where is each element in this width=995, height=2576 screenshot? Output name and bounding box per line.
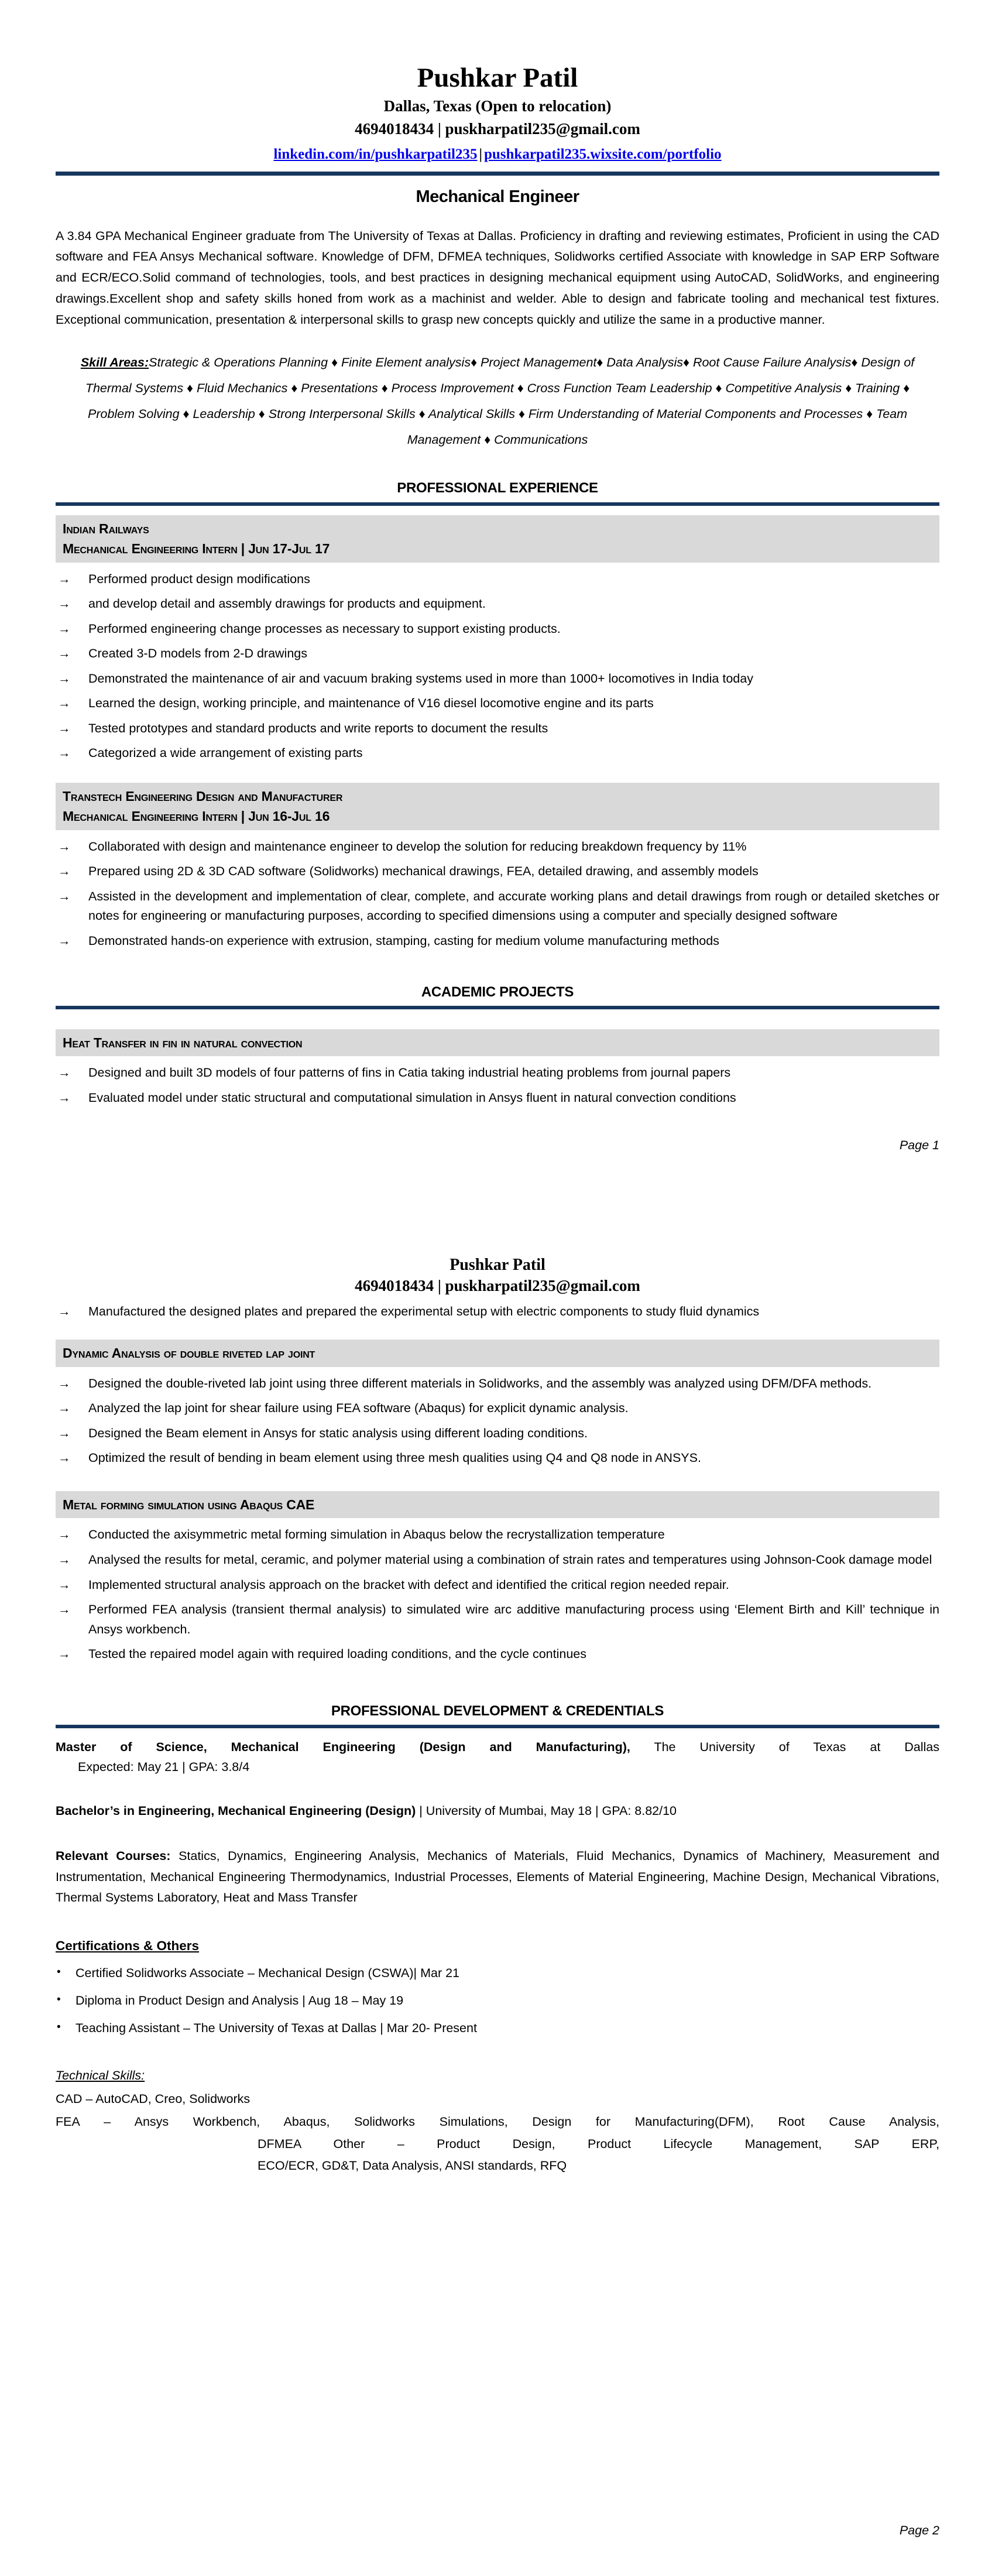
page2-footer: Page 2 — [899, 2523, 939, 2538]
bachelors-degree-detail: | University of Mumbai, May 18 | GPA: 8.82/10 — [419, 1804, 677, 1818]
arrow-bullet-icon: → — [58, 1527, 71, 1542]
project1-bullets — [56, 1063, 939, 1113]
job1-role-dates: Mechanical Engineering Intern | Jun 17-Jul 17 — [63, 541, 330, 557]
arrow-bullet-icon: → — [58, 646, 71, 661]
arrow-bullet-icon: → — [58, 1647, 71, 1662]
dot-bullet-icon: • — [57, 1993, 61, 2006]
arrow-bullet-icon: → — [58, 1304, 71, 1318]
arrow-bullet-icon: → — [58, 889, 71, 903]
arrow-bullet-icon: → — [58, 1602, 71, 1617]
arrow-bullet-icon: → — [58, 1401, 71, 1416]
project2-title: Dynamic Analysis of double riveted lap joint — [63, 1345, 315, 1361]
projects-heading-rule — [56, 1006, 939, 1009]
header-divider-rule — [56, 172, 939, 176]
carryover-bullets — [56, 1302, 939, 1327]
skill-areas-label: Skill Areas: — [80, 355, 149, 369]
technical-skills-fea-line3: ECO/ECR, GD&T, Data Analysis, ANSI standards, RFQ — [258, 2159, 567, 2173]
contact-line: 4694018434 | puskharpatil235@gmail.com — [355, 119, 640, 138]
relevant-courses-text: Statics, Dynamics, Engineering Analysis, Mechanics of Materials, Fluid Mechanics, Dynamics of Machinery, Measurement and Instrumentation, Mechanical Engineering Thermodynamics, Industrial Processes, Elements of Material Engineering, Machine Design, Mechanical Vibrations, Thermal Systems Laboratory, Heat and Mass Transfer — [56, 1848, 939, 1905]
bachelors-degree-title: Bachelor’s in Engineering, Mechanical Engineering (Design) — [56, 1804, 416, 1818]
list-item: → Learned the design, working principle, and maintenance of V16 diesel locomotive engine and its parts — [56, 694, 939, 714]
list-item: → Designed the double-riveted lab joint using three different materials in Solidworks, and the assembly was analyzed using DFM/DFA methods. — [56, 1374, 939, 1394]
masters-degree-title: Master of Science, Mechanical Engineering (Design and Manufacturing), — [56, 1740, 630, 1755]
link-separator: | — [479, 146, 482, 163]
section-heading-experience: PROFESSIONAL EXPERIENCE — [397, 480, 598, 496]
list-item: → Created 3-D models from 2-D drawings — [56, 644, 939, 664]
arrow-bullet-icon: → — [58, 1091, 71, 1105]
credentials-heading-rule — [56, 1725, 939, 1728]
arrow-bullet-icon: → — [58, 1577, 71, 1592]
list-item: → Assisted in the development and implementation of clear, complete, and accurate working plans and detail drawings from rough or detailed sketches or notes for engineering or manufacturing purposes, according to specified dimensions using a computer and specially designed software — [56, 887, 939, 926]
project2-bullets — [56, 1374, 939, 1474]
project1-title: Heat Transfer in fin in natural convection — [63, 1034, 303, 1050]
location-line: Dallas, Texas (Open to relocation) — [383, 97, 612, 115]
section-heading-projects: ACADEMIC PROJECTS — [421, 984, 574, 1000]
technical-skills-fea-line2: DFMEA Other – Product Design, Product Lifecycle Management, SAP ERP, — [258, 2136, 939, 2151]
list-item: → Evaluated model under static structural and computational simulation in Ansys fluent in natural convection conditions — [56, 1088, 939, 1108]
list-item: → Categorized a wide arrangement of existing parts — [56, 744, 939, 763]
arrow-bullet-icon: → — [58, 864, 71, 879]
list-item: → Demonstrated the maintenance of air and vacuum braking systems used in more than 1000+ locomotives in India today — [56, 669, 939, 689]
section-heading-credentials: PROFESSIONAL DEVELOPMENT & CREDENTIALS — [331, 1703, 664, 1719]
project3-bullets — [56, 1525, 939, 1669]
job1-header-block — [56, 515, 939, 563]
list-item: → Demonstrated hands-on experience with extrusion, stamping, casting for medium volume manufacturing methods — [56, 931, 939, 951]
certifications-heading: Certifications & Others — [56, 1938, 200, 1954]
list-item: → Designed and built 3D models of four patterns of fins in Catia taking industrial heating problems from journal papers — [56, 1063, 939, 1083]
arrow-bullet-icon: → — [58, 696, 71, 711]
page1-header — [56, 61, 939, 166]
list-item: → Optimized the result of bending in beam element using three mesh qualities using Q4 and Q8 node in ANSYS. — [56, 1448, 939, 1468]
relevant-courses — [56, 1846, 939, 1909]
technical-skills-cad: CAD – AutoCAD, Creo, Solidworks — [56, 2091, 251, 2106]
list-item: → Conducted the axisymmetric metal forming simulation in Abaqus below the recrystallization temperature — [56, 1525, 939, 1545]
masters-degree-line — [56, 1738, 939, 1758]
arrow-bullet-icon: → — [58, 671, 71, 686]
arrow-bullet-icon: → — [58, 571, 71, 586]
technical-skills-fea-line1: FEA – Ansys Workbench, Abaqus, Solidworks Simulations, Design for Manufacturing(DFM), Root Cause Analysis, — [56, 2115, 939, 2129]
job1-bullets — [56, 570, 939, 769]
project1-title-block — [56, 1029, 939, 1057]
arrow-bullet-icon: → — [58, 1376, 71, 1390]
list-item: • Certified Solidworks Associate – Mechanical Design (CSWA)| Mar 21 — [56, 1964, 939, 1984]
candidate-name-page2: Pushkar Patil — [450, 1256, 545, 1275]
document-title: Mechanical Engineer — [416, 187, 579, 207]
technical-skills-heading: Technical Skills: — [56, 2068, 145, 2083]
masters-degree-detail: Expected: May 21 | GPA: 3.8/4 — [78, 1759, 250, 1774]
list-item: → Analyzed the lap joint for shear failure using FEA software (Abaqus) for explicit dynamic analysis. — [56, 1399, 939, 1419]
portfolio-link[interactable]: pushkarpatil235.wixsite.com/portfolio — [483, 146, 722, 163]
list-item: → Implemented structural analysis approach on the bracket with defect and identified the critical region needed repair. — [56, 1575, 939, 1595]
page2-header — [56, 1255, 939, 1296]
arrow-bullet-icon: → — [58, 1451, 71, 1465]
list-item: → Collaborated with design and maintenance engineer to develop the solution for reducing breakdown frequency by 11% — [56, 837, 939, 857]
masters-degree-school: The University of Texas at Dallas — [654, 1740, 939, 1755]
dot-bullet-icon: • — [57, 1966, 61, 1979]
project3-title-block — [56, 1491, 939, 1519]
arrow-bullet-icon: → — [58, 721, 71, 735]
list-item: → Performed engineering change processes as necessary to support existing products. — [56, 619, 939, 639]
bachelors-degree-line — [56, 1801, 939, 1821]
arrow-bullet-icon: → — [58, 746, 71, 761]
list-item: → Manufactured the designed plates and prepared the experimental setup with electric components to study fluid dynamics — [56, 1302, 939, 1322]
job2-role-dates: Mechanical Engineering Intern | Jun 16-Jul 16 — [63, 809, 330, 824]
arrow-bullet-icon: → — [58, 839, 71, 854]
list-item: → Tested the repaired model again with required loading conditions, and the cycle continues — [56, 1645, 939, 1664]
skill-areas — [73, 350, 922, 453]
candidate-name: Pushkar Patil — [417, 63, 578, 93]
list-item: → Designed the Beam element in Ansys for static analysis using different loading conditions. — [56, 1424, 939, 1444]
list-item: • Teaching Assistant – The University of Texas at Dallas | Mar 20- Present — [56, 2019, 939, 2039]
list-item: • Diploma in Product Design and Analysis | Aug 18 – May 19 — [56, 1991, 939, 2011]
job2-company: Transtech Engineering Design and Manufacturer — [63, 788, 343, 804]
skill-areas-text: Strategic & Operations Planning ♦ Finite Element analysis♦ Project Management♦ Data Analysis♦ Root Cause Failure Analysis♦ Design of Thermal Systems ♦ Fluid Mechanics ♦ Presentations ♦ Process Improvement ♦ Cross Function Team Leadership ♦ Competitive Analysis ♦ Training ♦ Problem Solving ♦ Leadership ♦ Strong Interpersonal Skills ♦ Analytical Skills ♦ Firm Understanding of Material Components and Processes ♦ Team Management ♦ Communications — [85, 355, 915, 447]
links-line — [56, 143, 939, 166]
list-item: → and develop detail and assembly drawings for products and equipment. — [56, 594, 939, 614]
list-item: → Performed FEA analysis (transient thermal analysis) to simulated wire arc additive manufacturing process using ‘Element Birth and Kill’ technique in Ansys workbench. — [56, 1600, 939, 1639]
contact-line-page2: 4694018434 | puskharpatil235@gmail.com — [355, 1277, 640, 1295]
arrow-bullet-icon: → — [58, 1066, 71, 1080]
list-item: → Tested prototypes and standard products and write reports to document the results — [56, 719, 939, 739]
arrow-bullet-icon: → — [58, 621, 71, 636]
project2-title-block — [56, 1340, 939, 1367]
dot-bullet-icon: • — [57, 2020, 61, 2033]
job2-bullets — [56, 837, 939, 957]
list-item: → Analysed the results for metal, ceramic, and polymer material using a combination of strain rates and temperatures using Johnson-Cook damage model — [56, 1550, 939, 1570]
arrow-bullet-icon: → — [58, 597, 71, 611]
job1-company: Indian Railways — [63, 520, 149, 536]
arrow-bullet-icon: → — [58, 934, 71, 948]
project3-title: Metal forming simulation using Abaqus CAE — [63, 1496, 315, 1512]
arrow-bullet-icon: → — [58, 1426, 71, 1440]
job2-header-block — [56, 783, 939, 830]
list-item: → Performed product design modifications — [56, 570, 939, 590]
arrow-bullet-icon: → — [58, 1553, 71, 1567]
list-item: → Prepared using 2D & 3D CAD software (Solidworks) mechanical drawings, FEA, detailed drawing, and assembly models — [56, 862, 939, 882]
page1-footer: Page 1 — [899, 1138, 939, 1152]
summary-paragraph: A 3.84 GPA Mechanical Engineer graduate from The University of Texas at Dallas. Proficiency in drafting and reviewing estimates, Proficient in using the CAD software and FEA Ansys Mechanical software. Knowledge of DFM, DFMEA techniques, Solidworks certified Associate with knowledge in SAP ERP Software and ECR/ECO.Solid command of technologies, tools, and best practices in designing mechanical equipment using AutoCAD, SolidWorks, and engineering drawings.Excellent shop and safety skills honed from work as a machinist and welder. Able to design and fabricate tooling and mechanical test fixtures. Exceptional communication, presentation & interpersonal skills to grasp new concepts quickly and utilize the same in a productive manner. — [56, 228, 939, 327]
relevant-courses-label: Relevant Courses: — [56, 1848, 171, 1863]
experience-heading-rule — [56, 502, 939, 506]
certifications-list — [56, 1956, 939, 2038]
linkedin-link[interactable]: linkedin.com/in/pushkarpatil235 — [273, 146, 478, 163]
